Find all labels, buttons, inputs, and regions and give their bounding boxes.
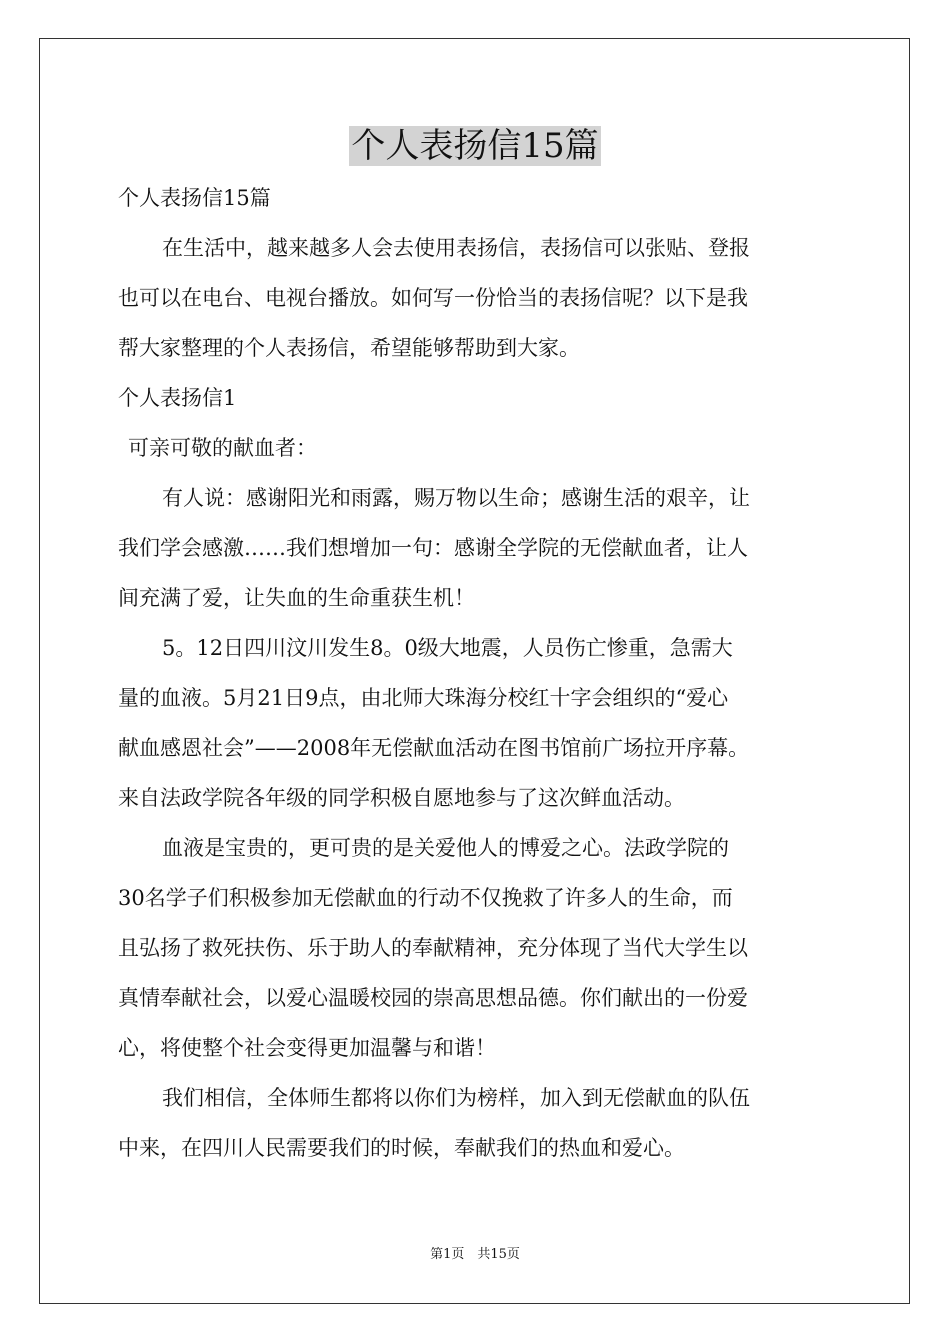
- body-line: 真情奉献社会，以爱心温暖校园的崇高思想品德。你们献出的一份爱: [118, 986, 748, 1010]
- body-line: 也可以在电台、电视台播放。如何写一份恰当的表扬信呢？以下是我: [118, 286, 748, 310]
- subtitle-line: 个人表扬信15篇: [118, 186, 271, 210]
- body-line: 我们相信，全体师生都将以你们为榜样，加入到无偿献血的队伍: [162, 1086, 750, 1110]
- body-line: 中来，在四川人民需要我们的时候，奉献我们的热血和爱心。: [118, 1136, 685, 1160]
- document-title: [0, 124, 950, 168]
- body-line: 有人说：感谢阳光和雨露，赐万物以生命；感谢生活的艰辛，让: [162, 486, 750, 510]
- body-line: 帮大家整理的个人表扬信，希望能够帮助到大家。: [118, 336, 580, 360]
- body-line: 间充满了爱，让失血的生命重获生机！: [118, 586, 475, 610]
- body-line: 且弘扬了救死扶伤、乐于助人的奉献精神，充分体现了当代大学生以: [118, 936, 748, 960]
- body-line: 在生活中，越来越多人会去使用表扬信，表扬信可以张贴、登报: [162, 236, 750, 260]
- body-line: 5。12日四川汶川发生8。0级大地震，人员伤亡惨重，急需大: [162, 636, 733, 660]
- body-line: 我们学会感激……我们想增加一句：感谢全学院的无偿献血者，让人: [118, 536, 748, 560]
- body-line: 献血感恩社会”——2008年无偿献血活动在图书馆前广场拉开序幕。: [118, 736, 750, 760]
- page-number-footer: 第1页 共15页: [430, 1247, 520, 1262]
- section-heading: 个人表扬信1: [118, 386, 237, 410]
- body-line: 血液是宝贵的，更可贵的是关爱他人的博爱之心。法政学院的: [162, 836, 729, 860]
- page-border: [39, 38, 910, 1304]
- document-title-text: 个人表扬信15篇: [351, 126, 599, 166]
- body-line: 来自法政学院各年级的同学积极自愿地参与了这次鲜血活动。: [118, 786, 685, 810]
- body-line: 心，将使整个社会变得更加温馨与和谐！: [118, 1036, 496, 1060]
- body-line: 量的血液。5月21日9点，由北师大珠海分校红十字会组织的“爱心: [118, 686, 729, 710]
- salutation: 可亲可敬的献血者：: [128, 436, 317, 460]
- body-line: 30名学子们积极参加无偿献血的行动不仅挽救了许多人的生命，而: [118, 886, 733, 910]
